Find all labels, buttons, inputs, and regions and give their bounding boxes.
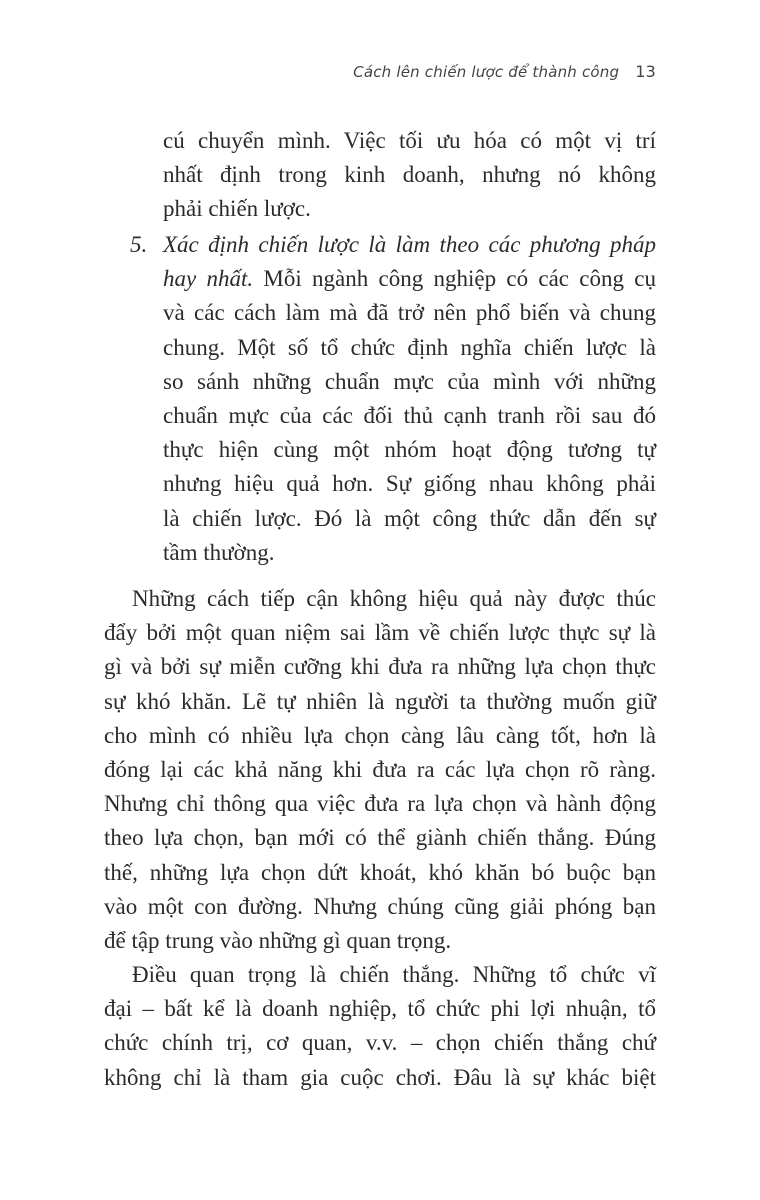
text-line: nhất định trong kinh doanh, nhưng nó không [163, 162, 656, 188]
text-line: chuẩn mực của các đối thủ cạnh tranh rồi sau đó [163, 403, 656, 429]
italic-lead-end: hay nhất. [163, 266, 254, 292]
text-line: Những cách tiếp cận không hiệu quả này được thúc [132, 586, 656, 611]
page-number: 13 [635, 62, 656, 81]
text-line: và các cách làm mà đã trở nên phổ biến và chung [163, 300, 656, 326]
text-line: phải chiến lược. [163, 196, 311, 222]
text-run: Mỗi ngành công nghiệp có các công cụ [253, 266, 656, 292]
chapter-title: Cách lên chiến lược để thành công [353, 63, 620, 81]
text-line [163, 262, 656, 296]
text-line: đóng lại các khả năng khi đưa ra các lựa chọn rõ ràng. [104, 757, 656, 783]
text-line: là chiến lược. Đó là một công thức dẫn đến sự [163, 505, 656, 531]
text-line: chung. Một số tổ chức định nghĩa chiến lược là [163, 334, 656, 360]
text-line: nhưng hiệu quả hơn. Sự giống nhau không phải [163, 471, 656, 497]
text-line: đại – bất kể là doanh nghiệp, tổ chức phi lợi nhuận, tổ [104, 996, 656, 1022]
text-line [163, 228, 656, 262]
text-line: sự khó khăn. Lẽ tự nhiên là người ta thường muốn giữ [104, 688, 656, 714]
text-line: vào một con đường. Nhưng chúng cũng giải phóng bạn [104, 893, 656, 919]
text-line: thực hiện cùng một nhóm hoạt động tương tự [163, 437, 656, 463]
text-line: tầm thường. [163, 539, 275, 565]
text-line: Điều quan trọng là chiến thắng. Những tổ chức vĩ [132, 962, 656, 987]
list-item-body [163, 228, 656, 570]
text-line: đẩy bởi một quan niệm sai lầm về chiến lược thực sự là [104, 620, 656, 646]
text-line: cú chuyển mình. Việc tối ưu hóa có một vị trí [163, 128, 656, 153]
paragraph [104, 582, 656, 958]
text-line: cho mình có nhiều lựa chọn càng lâu càng tốt, hơn là [104, 722, 656, 748]
text-line: không chỉ là tham gia cuộc chơi. Đâu là sự khác biệt [104, 1064, 656, 1090]
text-line: gì và bởi sự miễn cưỡng khi đưa ra những lựa chọn thực [104, 654, 656, 680]
list-number: 5. [130, 232, 148, 257]
italic-lead: Xác định chiến lược là làm theo các phương pháp [163, 232, 656, 257]
text-line: so sánh những chuẩn mực của mình với những [163, 368, 656, 394]
paragraph [104, 958, 656, 1095]
text-line: thế, những lựa chọn dứt khoát, khó khăn bó buộc bạn [104, 859, 656, 885]
text-line: theo lựa chọn, bạn mới có thể giành chiến thắng. Đúng [104, 825, 656, 851]
text-line: chức chính trị, cơ quan, v.v. – chọn chiến thắng chứ [104, 1030, 656, 1056]
running-header [353, 62, 656, 81]
list-item-continuation [163, 124, 656, 227]
text-line: Nhưng chỉ thông qua việc đưa ra lựa chọn và hành động [104, 791, 656, 817]
text-line: để tập trung vào những gì quan trọng. [104, 928, 452, 954]
